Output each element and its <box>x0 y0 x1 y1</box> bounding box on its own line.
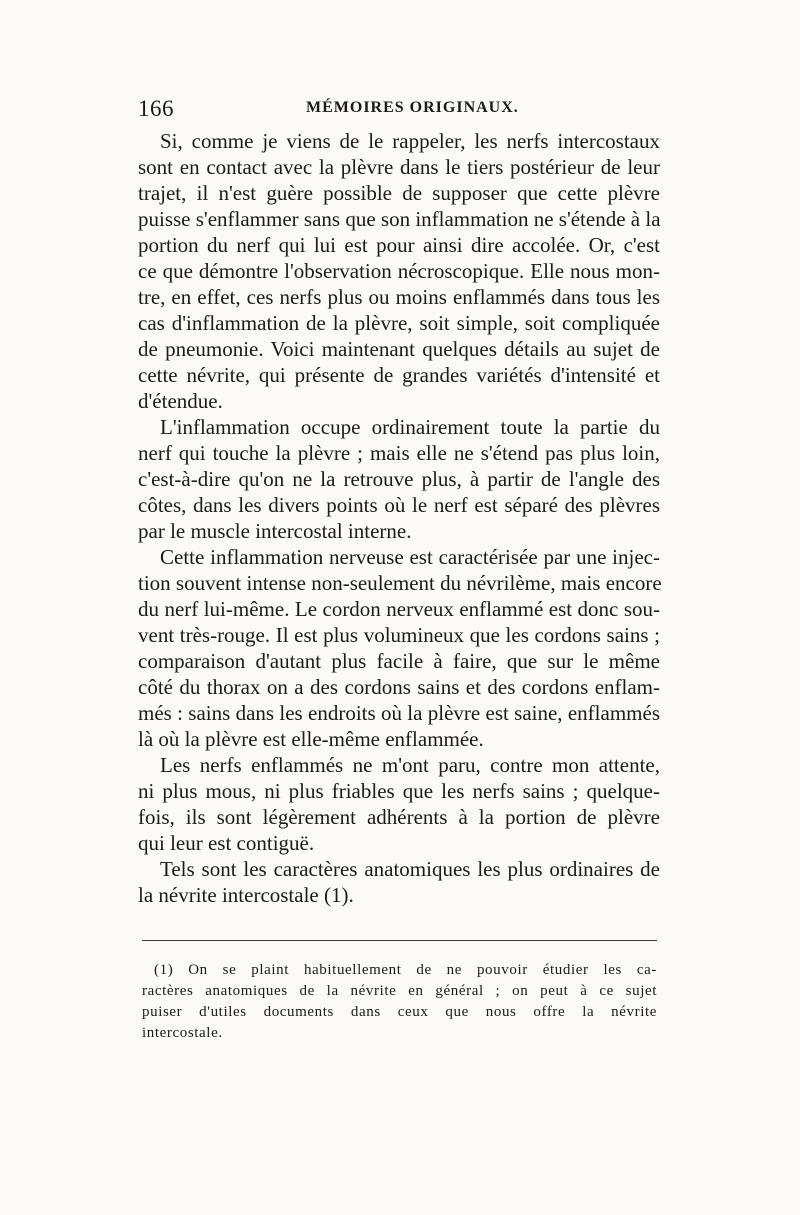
text-line: cas d'inflammation de la plèvre, soit simple, soit compliquée <box>138 311 660 335</box>
paragraph <box>138 752 660 856</box>
text-line: qui leur est contiguë. <box>138 831 315 855</box>
text-line: Tels sont les caractères anatomiques les plus ordinaires de <box>160 857 660 881</box>
text-line: més : sains dans les endroits où la plèvre est saine, enflammés <box>138 701 660 725</box>
text-line: tre, en effet, ces nerfs plus ou moins enflammés dans tous les <box>138 285 660 309</box>
text-line: côtes, dans les divers points où le nerf est séparé des plèvres <box>138 493 660 517</box>
text-line: d'étendue. <box>138 389 223 413</box>
footnote-line: intercostale. <box>142 1025 223 1041</box>
footnote-divider <box>142 940 657 941</box>
paragraph <box>138 544 660 752</box>
body-text <box>138 128 660 908</box>
text-line: Cette inflammation nerveuse est caractérisée par une injec- <box>160 545 660 569</box>
text-line: du nerf lui-même. Le cordon nerveux enflammé est donc sou- <box>138 597 660 621</box>
text-line: ni plus mous, ni plus friables que les nerfs sains ; quelque- <box>138 779 660 803</box>
paragraph <box>138 414 660 544</box>
text-line: trajet, il n'est guère possible de supposer que cette plèvre <box>138 181 660 205</box>
paragraph <box>138 856 660 908</box>
text-line: nerf qui touche la plèvre ; mais elle ne s'étend pas plus loin, <box>138 441 660 465</box>
text-line: comparaison d'autant plus facile à faire, que sur le même <box>138 649 660 673</box>
text-line: là où la plèvre est elle-même enflammée. <box>138 727 484 751</box>
page-number: 166 <box>138 96 174 121</box>
footnote-line: (1) On se plaint habituellement de ne pouvoir étudier les ca- <box>154 962 657 978</box>
footnote <box>142 960 657 1044</box>
text-line: tion souvent intense non-seulement du névrilème, mais encore <box>138 571 662 595</box>
text-line: par le muscle intercostal interne. <box>138 519 412 543</box>
text-line: côté du thorax on a des cordons sains et des cordons enflam- <box>138 675 660 699</box>
text-line: portion du nerf qui lui est pour ainsi dire accolée. Or, c'est <box>138 233 660 257</box>
text-line: Si, comme je viens de le rappeler, les nerfs intercostaux <box>160 129 660 153</box>
text-line: ce que démontre l'observation nécroscopique. Elle nous mon- <box>138 259 660 283</box>
text-line: la névrite intercostale (1). <box>138 883 354 907</box>
text-line: sont en contact avec la plèvre dans le tiers postérieur de leur <box>138 155 660 179</box>
running-head <box>138 96 660 122</box>
text-line: vent très-rouge. Il est plus volumineux que les cordons sains ; <box>138 623 660 647</box>
text-line: Les nerfs enflammés ne m'ont paru, contre mon attente, <box>160 753 660 777</box>
text-line: cette névrite, qui présente de grandes variétés d'intensité et <box>138 363 660 387</box>
footnote-line: ractères anatomiques de la névrite en général ; on peut à ce sujet <box>142 983 657 999</box>
text-line: L'inflammation occupe ordinairement toute la partie du <box>160 415 660 439</box>
footnote-line: puiser d'utiles documents dans ceux que nous offre la névrite <box>142 1004 657 1020</box>
text-line: puisse s'enflammer sans que son inflammation ne s'étende à la <box>138 207 661 231</box>
paragraph <box>138 128 660 414</box>
running-title: MÉMOIRES ORIGINAUX. <box>306 99 519 116</box>
text-line: c'est-à-dire qu'on ne la retrouve plus, à partir de l'angle des <box>138 467 660 491</box>
text-line: fois, ils sont légèrement adhérents à la portion de plèvre <box>138 805 660 829</box>
text-line: de pneumonie. Voici maintenant quelques détails au sujet de <box>138 337 660 361</box>
